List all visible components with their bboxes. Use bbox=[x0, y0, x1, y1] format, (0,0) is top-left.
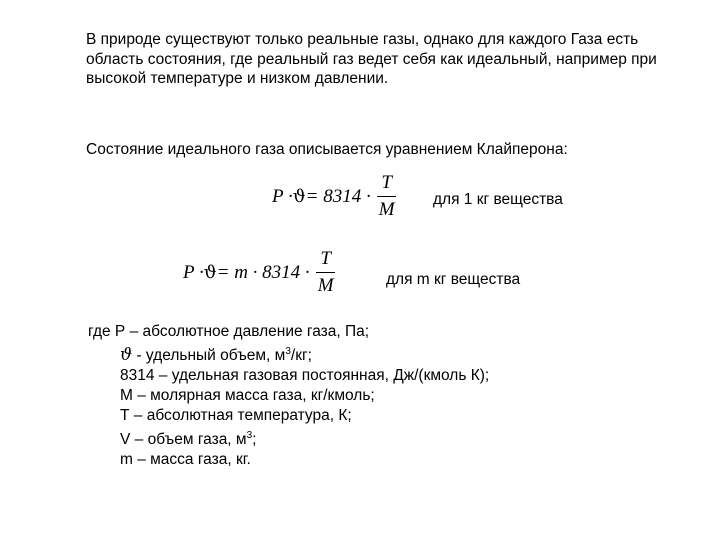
fraction-denominator: M bbox=[317, 275, 334, 296]
formula-mid: = m · 8314 · bbox=[216, 261, 310, 283]
formula-1-note: для 1 кг вещества bbox=[433, 191, 563, 208]
equation-lead-text: Состояние идеального газа описывается уравнением Клайперона: bbox=[86, 141, 568, 158]
formula-mid: = 8314 · bbox=[305, 185, 371, 207]
legend-volume bbox=[88, 426, 489, 450]
specific-volume-text: - удельный объем, м bbox=[136, 347, 286, 365]
formula-lhs: P · bbox=[183, 261, 204, 283]
legend-gas-constant: 8314 – удельная газовая постоянная, Дж/(кмоль К); bbox=[120, 367, 490, 385]
fraction-numerator: T bbox=[377, 172, 396, 197]
specific-volume-symbol: ϑ bbox=[120, 345, 133, 366]
fraction-denominator: M bbox=[378, 199, 395, 220]
cube-superscript: 3 bbox=[285, 346, 291, 357]
legend-specific-volume bbox=[88, 342, 489, 366]
volume-tail: ; bbox=[252, 431, 257, 449]
volume-text: V – объем газа, м bbox=[120, 431, 247, 449]
specific-volume-unit-tail: /кг; bbox=[290, 347, 312, 365]
fraction bbox=[375, 172, 399, 221]
theta-symbol: ϑ bbox=[292, 186, 306, 207]
clapeyron-formula-1kg bbox=[272, 172, 399, 221]
fraction-numerator: T bbox=[316, 248, 335, 273]
legend-mass: m – масса газа, кг. bbox=[120, 451, 251, 469]
legend-temperature: Т – абсолютная температура, К; bbox=[120, 407, 352, 425]
formula-lhs: P · bbox=[272, 185, 293, 207]
variable-legend bbox=[88, 322, 489, 470]
cube-superscript: 3 bbox=[246, 430, 253, 442]
intro-paragraph: В природе существуют только реальные газы, однако для каждого Газа есть область состояния, где реальный газ ведет себя как идеальный, например при высокой температуре и низком давлении. bbox=[86, 31, 657, 87]
legend-molar-mass: М – молярная масса газа, кг/кмоль; bbox=[120, 387, 375, 405]
formula-2-note: для m кг вещества bbox=[386, 271, 521, 288]
fraction bbox=[314, 248, 338, 297]
theta-symbol: ϑ bbox=[203, 262, 217, 283]
clapeyron-formula-m-kg bbox=[183, 248, 338, 297]
legend-pressure: где Р – абсолютное давление газа, Па; bbox=[88, 323, 370, 340]
